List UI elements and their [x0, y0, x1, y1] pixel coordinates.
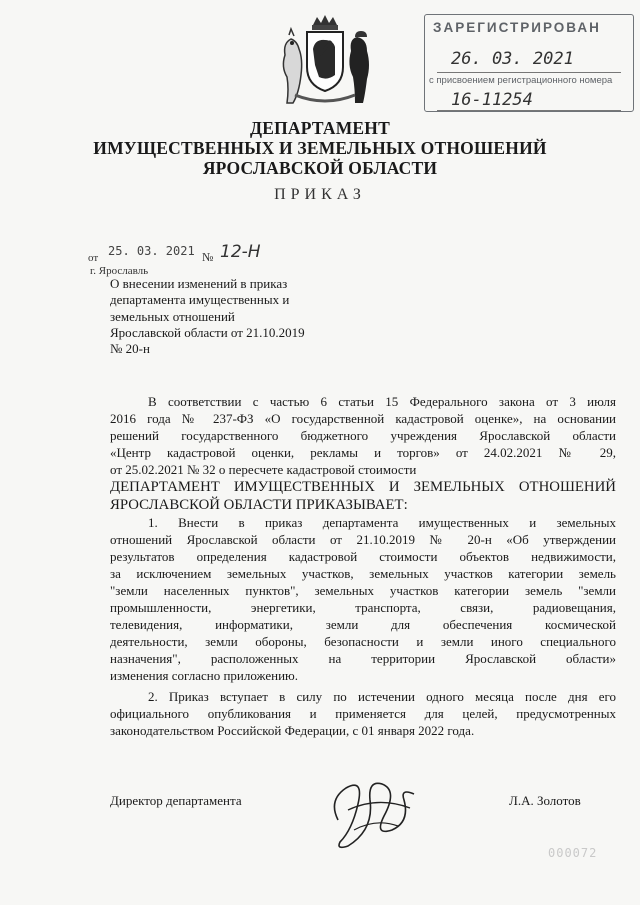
order-title: ПРИКАЗ [274, 186, 366, 203]
text-line: официального опубликования и применяется для целей, предусмотренных [110, 706, 616, 721]
text-line: 2. Приказ вступает в силу по истечении одного месяца после дня его [148, 689, 616, 704]
text-line: "земли населенных пунктов", земельных участков категории земель "земли [110, 583, 616, 598]
preamble-paragraph [110, 393, 616, 478]
text-line: ДЕПАРТАМЕНТ ИМУЩЕСТВЕННЫХ И ЗЕМЕЛЬНЫХ ОТНОШЕНИЙ [110, 479, 616, 495]
department-title-line2: ИМУЩЕСТВЕННЫХ И ЗЕМЕЛЬНЫХ ОТНОШЕНИЙ [93, 138, 547, 158]
subject-line: департамента имущественных и [110, 292, 290, 308]
order-number: 12-Н [220, 242, 261, 262]
order-date: 25. 03. 2021 [108, 244, 195, 258]
registration-stamp [424, 14, 634, 112]
text-line: 1. Внести в приказ департамента имущественных и земельных [148, 515, 616, 530]
text-line: решений государственного бюджетного учреждения Ярославской области [110, 428, 616, 443]
order-item-1 [110, 514, 616, 684]
text-line: за исключением земельных участков, земельных участков категории земель [110, 566, 616, 581]
stamp-date: 26. 03. 2021 [451, 49, 574, 69]
subject-line: № 20-н [110, 341, 150, 357]
page-mark: 000072 [548, 846, 598, 860]
order-subject [110, 276, 350, 357]
stamp-note: с присвоением регистрационного номера [429, 75, 613, 86]
coat-of-arms-emblem [275, 15, 375, 107]
city-label: г. Ярославль [90, 265, 149, 277]
subject-line: О внесении изменений в приказ [110, 276, 288, 291]
department-title-line1: ДЕПАРТАМЕНТ [250, 118, 390, 138]
text-line: телевидения, информатики, земли для обеспечения космической [110, 617, 616, 632]
text-line: «Центр кадастровой оценки, рекламы и торгов» от 24.02.2021 № 29, [110, 445, 616, 460]
subject-line: Ярославской области от 21.10.2019 [110, 324, 305, 340]
text-line: законодательством Российской Федерации, с 01 января 2022 года. [110, 723, 475, 738]
text-line: назначения", расположенных на территории Ярославской области» [110, 651, 616, 666]
stamp-divider [437, 110, 621, 111]
handwritten-signature [318, 760, 428, 860]
stamp-title: ЗАРЕГИСТРИРОВАН [433, 20, 601, 35]
date-from-label: от [88, 252, 99, 264]
text-line: деятельности, земли обороны, безопасности и земли иного специального [110, 634, 616, 649]
text-line: отношений Ярославской области от 21.10.2019 № 20-н «Об утверждении [110, 532, 616, 547]
department-title-line3: ЯРОСЛАВСКОЙ ОБЛАСТИ [202, 158, 438, 178]
text-line: 2016 года № 237-ФЗ «О государственной кадастровой оценке», на основании [110, 411, 616, 426]
subject-line: земельных отношений [110, 308, 235, 324]
text-line: ЯРОСЛАВСКОЙ ОБЛАСТИ ПРИКАЗЫВАЕТ: [110, 497, 408, 513]
text-line: результатов определения кадастровой стоимости объектов недвижимости, [110, 549, 616, 564]
text-line: В соответствии с частью 6 статьи 15 Федерального закона от 3 июля [148, 394, 616, 409]
number-sign: № [202, 250, 214, 264]
decree-heading [110, 478, 616, 514]
text-line: изменения согласно приложению. [110, 668, 298, 683]
text-line: от 25.02.2021 № 32 о пересчете кадастровой стоимости [110, 462, 417, 477]
signatory-name: Л.А. Золотов [509, 793, 581, 808]
order-item-2 [110, 688, 616, 739]
signatory-position: Директор департамента [110, 793, 242, 808]
stamp-registration-number: 16-11254 [451, 90, 533, 110]
stamp-divider [437, 72, 621, 73]
text-line: промышленности, энергетики, транспорта, связи, радиовещания, [110, 600, 616, 615]
